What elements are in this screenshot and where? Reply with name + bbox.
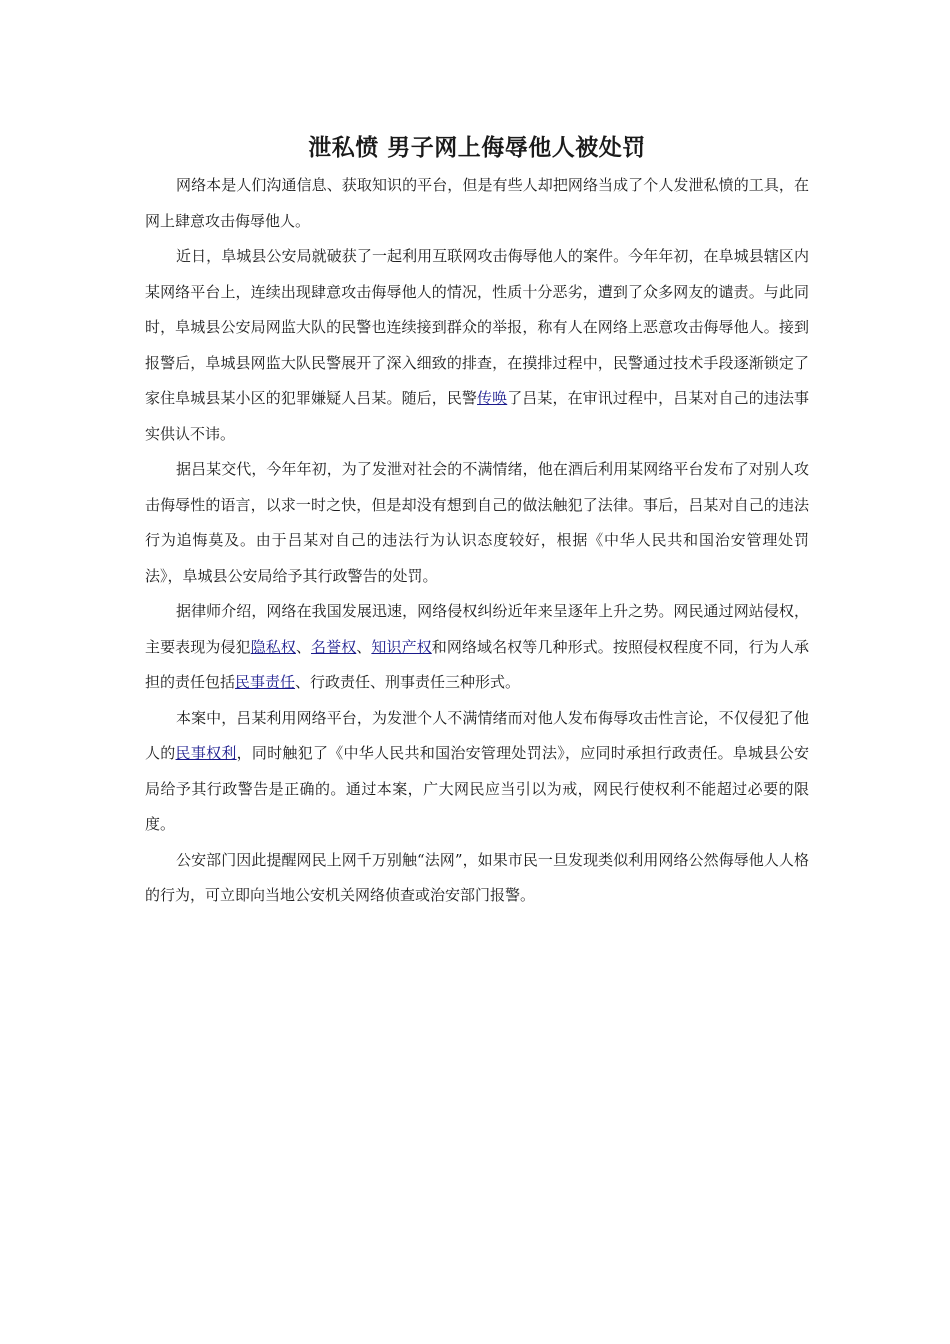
paragraph-case-text-1: 近日，阜城县公安局就破获了一起利用互联网攻击侮辱他人的案件。今年年初，在阜城县辖区内某网络平台上，连续出现肆意攻击侮辱他人的情况，性质十分恶劣，遭到了众多网友的谴责。与此同时，阜城县公安局网监大队的民警也连续接到群众的举报，称有人在网络上恶意攻击侮辱他人。接到报警后，阜城县网监大队民警展开了深入细致的排查，在摸排过程中，民警通过技术手段逐渐锁定了家住阜城县某小区的犯罪嫌疑人吕某。随后，民警 <box>145 247 809 407</box>
link-summon[interactable]: 传唤 <box>477 389 508 407</box>
paragraph-analysis-text-1: 本案中，吕某利用网络平台，为发泄个人不满情绪而对他人发布侮辱攻击性言论，不仅侵犯了他人的 <box>145 708 809 762</box>
paragraph-reminder: 公安部门因此提醒网民上网千万别触“法网”，如果市民一旦发现类似利用网络公然侮辱他人人格的行为，可立即向当地公安机关网络侦查或治安部门报警。 <box>145 850 809 904</box>
separator: 、 <box>356 637 372 656</box>
paragraph-lawyer-text-3: 、行政责任、刑事责任三种形式。 <box>295 673 521 691</box>
paragraph-case <box>145 239 809 452</box>
article-title: 泄私愤 男子网上侮辱他人被处罚 <box>308 135 646 161</box>
paragraph-lawyer <box>145 594 809 701</box>
separator: 、 <box>295 637 312 656</box>
document-page <box>145 130 809 914</box>
link-intellectual-property[interactable]: 知识产权 <box>371 637 432 656</box>
link-reputation-right[interactable]: 名誉权 <box>311 637 357 656</box>
paragraph-case-text-2: 了吕某，在审讯过程中，吕某对自己的违法事实供认不讳。 <box>145 389 809 443</box>
link-privacy-right[interactable]: 隐私权 <box>250 637 296 656</box>
paragraph-confession: 据吕某交代，今年年初，为了发泄对社会的不满情绪，他在酒后利用某网络平台发布了对别人攻击侮辱性的语言，以求一时之快，但是却没有想到自己的做法触犯了法律。事后，吕某对自己的违法行为追悔莫及。由于吕某对自己的违法行为认识态度较好，根据《中华人民共和国治安管理处罚法》，阜城县公安局给予其行政警告的处罚。 <box>145 460 809 585</box>
link-civil-liability[interactable]: 民事责任 <box>235 673 296 691</box>
link-civil-rights[interactable]: 民事权利 <box>175 744 237 762</box>
paragraph-analysis-text-2: ，同时触犯了《中华人民共和国治安管理处罚法》，应同时承担行政责任。阜城县公安局给予其行政警告是正确的。通过本案，广大网民应当引以为戒，网民行使权利不能超过必要的限度。 <box>145 744 809 833</box>
paragraph-analysis <box>145 701 809 843</box>
paragraph-intro: 网络本是人们沟通信息、获取知识的平台，但是有些人却把网络当成了个人发泄私愤的工具，在网上肆意攻击侮辱他人。 <box>145 176 809 230</box>
paragraph-lawyer-text-1: 据律师介绍，网络在我国发展迅速，网络侵权纠纷近年来呈逐年上升之势。网民通过网站侵权，主要表现为侵犯 <box>145 602 809 656</box>
paragraph-lawyer-text-2: 和网络域名权等几种形式。按照侵权程度不同，行为人承担的责任包括 <box>145 637 809 691</box>
